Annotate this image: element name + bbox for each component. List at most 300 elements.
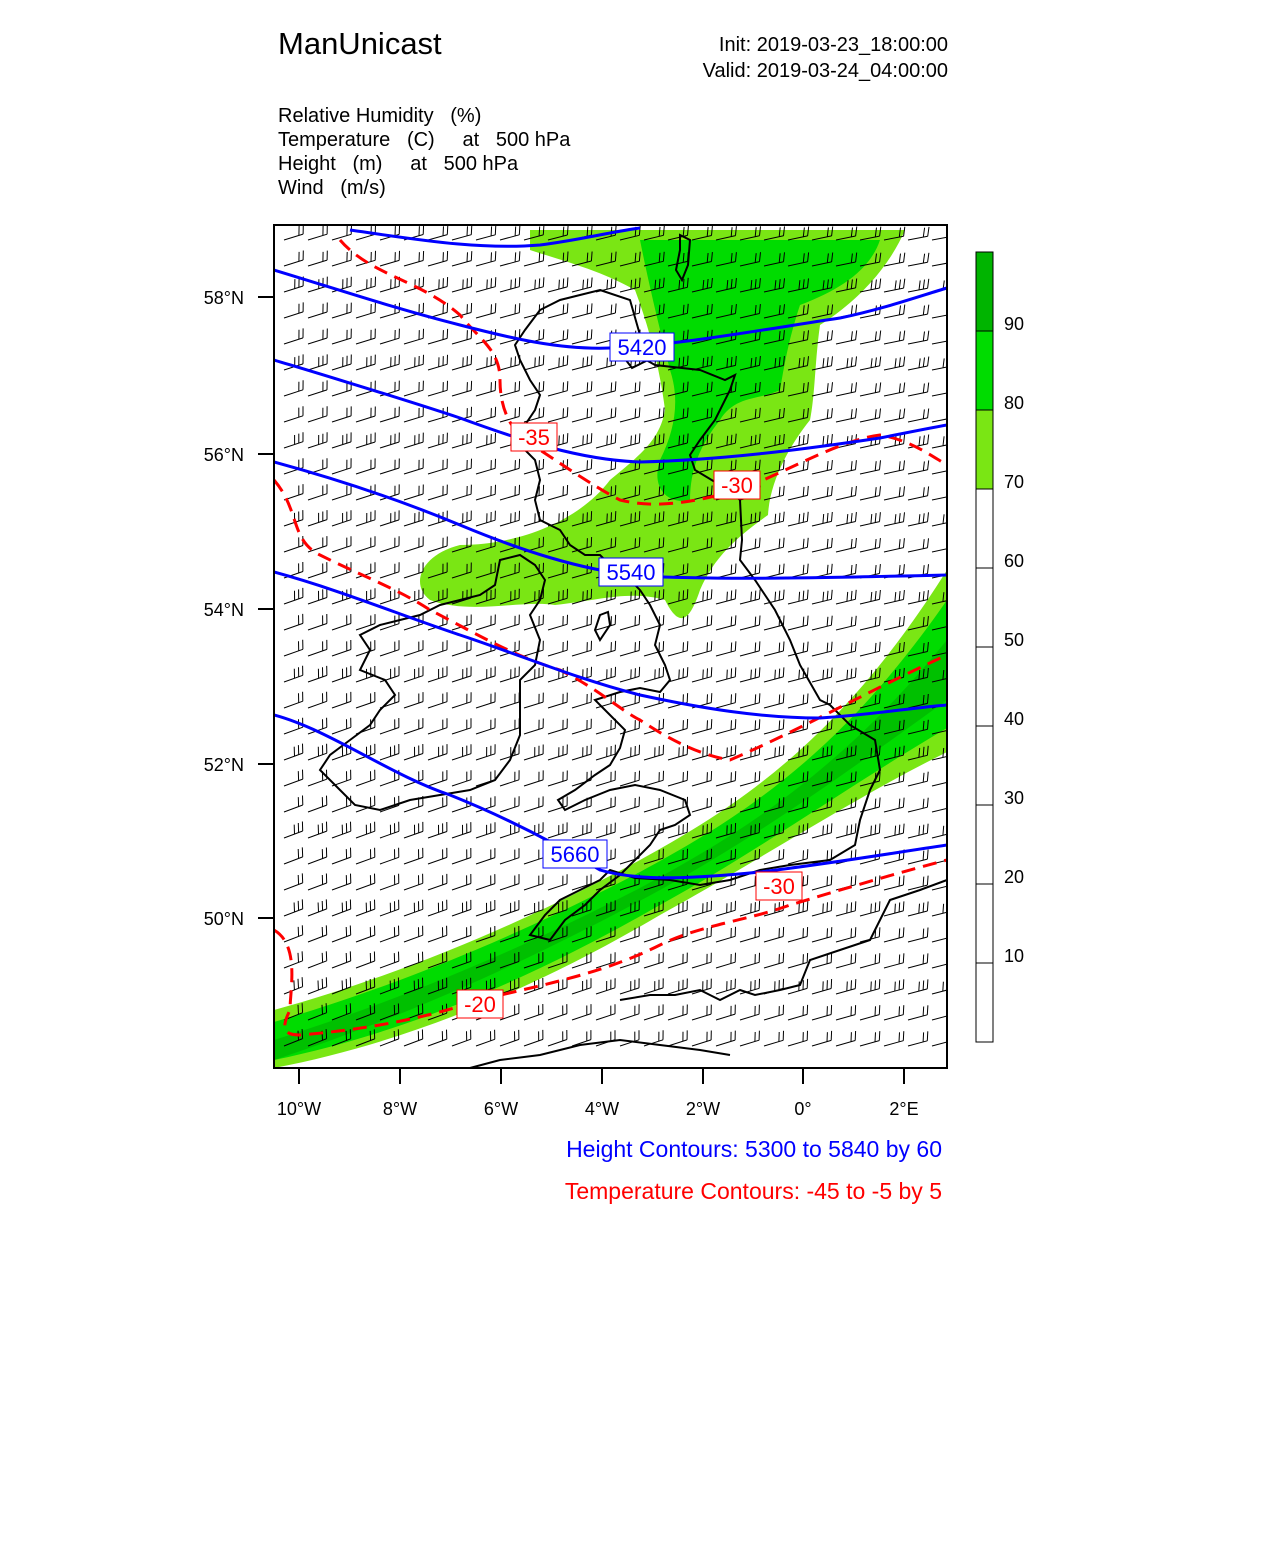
- wind-barb: [716, 901, 736, 916]
- wind-barb: [644, 927, 663, 943]
- wind-barb: [404, 485, 423, 501]
- wind-barb: [788, 1031, 808, 1046]
- wind-barb: [404, 251, 424, 266]
- wind-barb: [908, 772, 928, 786]
- wind-barb: [644, 771, 664, 786]
- wind-barb: [284, 536, 303, 552]
- wind-barb: [908, 331, 929, 344]
- wind-barb: [476, 277, 496, 292]
- init-time: Init: 2019-03-23_18:00:00: [718, 34, 948, 56]
- wind-barb: [380, 329, 399, 344]
- wind-barb: [692, 1031, 711, 1047]
- wind-barb: [860, 1031, 880, 1046]
- wind-barb: [452, 329, 472, 344]
- wind-barb: [500, 277, 520, 292]
- colorbar-segment-below-70: [976, 489, 993, 1042]
- wind-barb: [476, 407, 496, 422]
- wind-barb: [284, 666, 303, 682]
- wind-barb: [284, 847, 303, 864]
- temperature-contours-note: Temperature Contours: -45 to -5 by 5: [564, 1178, 942, 1204]
- wind-barb: [452, 251, 472, 266]
- wind-barb: [908, 1005, 928, 1020]
- wind-barb: [308, 380, 327, 396]
- wind-barb: [932, 331, 953, 344]
- wind-barb: [812, 564, 832, 578]
- wind-barb: [740, 693, 760, 708]
- wind-barb: [596, 433, 616, 448]
- wind-barb: [620, 382, 640, 397]
- colorbar-label-10: 10: [1004, 946, 1025, 966]
- wind-barb: [332, 406, 351, 422]
- valid-time: Valid: 2019-03-24_04:00:00: [702, 60, 948, 82]
- wind-barb: [452, 381, 472, 396]
- wind-barb: [548, 693, 567, 708]
- wind-barb: [380, 536, 399, 552]
- lon-label-8w: 8°W: [382, 1099, 418, 1119]
- wind-barb: [740, 667, 760, 682]
- colorbar-label-60: 60: [1004, 551, 1025, 571]
- wind-barb: [380, 874, 399, 890]
- wind-barb: [812, 616, 832, 630]
- colorbar-segment-70-80: [976, 410, 993, 489]
- wind-barb: [884, 979, 904, 994]
- wind-barb: [308, 899, 327, 916]
- wind-barb: [380, 952, 399, 968]
- wind-barb: [692, 719, 712, 734]
- wind-barb: [788, 1005, 808, 1020]
- colorbar-label-70: 70: [1004, 472, 1025, 492]
- wind-barb: [284, 251, 303, 267]
- wind-barb: [284, 822, 303, 839]
- wind-barb: [476, 381, 496, 396]
- wind-barb: [908, 512, 929, 526]
- wind-barb: [860, 382, 881, 396]
- wind-barb: [716, 979, 735, 994]
- height-label-5420: 5420: [617, 335, 667, 360]
- wind-barb: [524, 848, 543, 864]
- wind-barb: [836, 616, 856, 630]
- wind-barb: [356, 536, 375, 552]
- wind-barb: [452, 822, 471, 838]
- wind-barb: [572, 615, 592, 630]
- wind-barb: [380, 251, 400, 266]
- wind-barb: [860, 331, 881, 345]
- wind-barb: [356, 303, 375, 318]
- colorbar: [976, 252, 1024, 1042]
- wind-barb: [860, 616, 880, 630]
- wind-barb: [596, 719, 616, 734]
- wind-barb: [716, 667, 736, 682]
- wind-barb: [356, 329, 375, 344]
- wind-barb: [524, 381, 544, 396]
- wind-barb: [356, 822, 375, 838]
- wind-barb: [572, 693, 591, 708]
- wind-barb: [716, 953, 736, 968]
- wind-barb: [668, 615, 688, 630]
- wind-barb: [428, 822, 447, 838]
- wind-barb: [380, 433, 399, 449]
- wind-barb: [860, 408, 881, 422]
- wind-barb: [500, 355, 520, 370]
- wind-barb: [788, 538, 808, 552]
- wind-barb: [548, 329, 568, 344]
- wind-barb: [812, 486, 832, 500]
- wind-barb: [404, 666, 423, 682]
- wind-barb: [452, 848, 471, 864]
- height-label-5660: 5660: [550, 842, 600, 867]
- wind-barb: [740, 641, 760, 656]
- wind-barb: [500, 667, 519, 683]
- wind-barb: [860, 357, 881, 371]
- wind-barb: [740, 590, 760, 605]
- wind-barb: [860, 1005, 880, 1020]
- wind-barb: [284, 432, 303, 448]
- wind-barb: [884, 927, 904, 942]
- wind-barb: [884, 616, 904, 630]
- wind-barb: [332, 329, 351, 344]
- wind-barb: [284, 484, 303, 500]
- wind-barb: [500, 848, 519, 864]
- wind-barb: [692, 771, 712, 786]
- wind-barb: [836, 927, 856, 942]
- wind-barb: [620, 1004, 639, 1020]
- wind-barb: [548, 874, 567, 890]
- wind-barb: [740, 771, 760, 786]
- wind-barb: [620, 797, 639, 812]
- wind-barb: [332, 484, 351, 500]
- wind-barb: [284, 873, 303, 890]
- wind-barb: [764, 719, 784, 734]
- wind-barb: [860, 538, 880, 552]
- wind-barb: [548, 771, 567, 787]
- wind-barb: [932, 954, 952, 969]
- wind-barb: [308, 432, 327, 448]
- wind-barb: [308, 848, 327, 865]
- wind-barb: [452, 926, 471, 942]
- wind-barb: [764, 927, 784, 942]
- wind-barb: [356, 692, 375, 708]
- wind-barb: [500, 718, 519, 734]
- wind-barb: [476, 433, 496, 448]
- wind-barb: [332, 510, 351, 526]
- wind-barb: [932, 512, 953, 526]
- wind-barb: [644, 1004, 663, 1020]
- wind-barb: [404, 381, 423, 396]
- wind-barb: [884, 1005, 904, 1020]
- wind-barb: [284, 951, 303, 968]
- wind-barb: [860, 512, 880, 526]
- wind-barb: [308, 692, 327, 708]
- wind-barb: [644, 667, 664, 682]
- wind-barb: [428, 485, 447, 500]
- wind-barb: [284, 796, 303, 813]
- wind-barb: [380, 640, 399, 656]
- wind-barb: [284, 588, 303, 604]
- wind-barb: [740, 953, 760, 968]
- wind-barb: [572, 745, 591, 760]
- wind-barb: [332, 251, 351, 266]
- wind-barb: [452, 666, 471, 682]
- wind-barb: [836, 642, 856, 656]
- wind-barb: [476, 874, 495, 890]
- wind-barb: [476, 225, 496, 240]
- wind-barb: [476, 511, 495, 526]
- wind-barb: [476, 692, 495, 708]
- wind-barb: [428, 329, 448, 344]
- wind-barb: [380, 510, 399, 526]
- wind-barb: [524, 796, 543, 812]
- wind-barb: [644, 953, 663, 969]
- wind-barb: [524, 511, 544, 526]
- wind-barb: [332, 536, 351, 552]
- wind-barb: [884, 590, 904, 604]
- wind-barb: [308, 770, 327, 786]
- wind-barb: [548, 1030, 567, 1046]
- temp-label-minus-35: -35: [518, 425, 550, 450]
- wind-barb: [644, 641, 664, 656]
- wind-barb: [404, 640, 423, 656]
- wind-barb: [380, 900, 399, 916]
- wind-barb: [452, 277, 472, 292]
- wind-barb: [284, 899, 303, 916]
- wind-barb: [356, 407, 375, 423]
- wind-barb: [356, 510, 375, 526]
- wind-barb: [716, 771, 736, 786]
- wind-barb: [860, 901, 880, 916]
- wind-barb: [356, 355, 375, 370]
- wind-barb: [620, 433, 640, 448]
- wind-barb: [500, 225, 520, 240]
- colorbar-label-40: 40: [1004, 709, 1025, 729]
- wind-barb: [500, 693, 519, 709]
- wind-barb: [308, 951, 327, 968]
- wind-barb: [428, 666, 447, 682]
- colorbar-label-90: 90: [1004, 314, 1025, 334]
- wind-barb: [908, 590, 928, 604]
- wind-barb: [476, 822, 495, 838]
- wind-barb: [452, 1030, 471, 1046]
- lon-label-2e: 2°E: [889, 1099, 919, 1119]
- wind-barb: [308, 874, 327, 891]
- wind-barb: [932, 357, 953, 370]
- wind-barb: [332, 692, 351, 708]
- wind-barb: [908, 305, 929, 318]
- wind-barb: [836, 668, 856, 682]
- wind-barb: [716, 641, 736, 656]
- wind-barb: [524, 693, 543, 708]
- wind-barb: [404, 692, 423, 708]
- wind-barb: [476, 900, 495, 916]
- wind-barb: [812, 642, 832, 656]
- wind-barb: [284, 510, 303, 526]
- height-contours-note: Height Contours: 5300 to 5840 by 60: [566, 1136, 942, 1162]
- wind-barb: [308, 640, 327, 656]
- wind-barb: [308, 354, 327, 370]
- wind-barb: [596, 407, 616, 422]
- wind-barb: [332, 874, 351, 890]
- wind-barb: [428, 796, 447, 812]
- wind-barb: [596, 381, 616, 396]
- wind-barb: [404, 822, 423, 838]
- wind-barb: [284, 614, 303, 630]
- wind-barb: [884, 1031, 904, 1046]
- wind-barb: [908, 279, 929, 292]
- wind-barb: [332, 640, 351, 656]
- wind-barb: [356, 926, 375, 942]
- wind-barb: [548, 1004, 567, 1020]
- wind-barb: [596, 641, 616, 656]
- wind-barb: [332, 718, 351, 734]
- wind-barb: [692, 615, 712, 630]
- wind-barb: [620, 745, 640, 760]
- wind-barb: [620, 641, 640, 656]
- wind-barb: [572, 485, 592, 500]
- wind-barb: [476, 744, 495, 760]
- wind-barb: [884, 538, 904, 552]
- wind-barb: [572, 978, 591, 994]
- wind-barb: [572, 433, 592, 448]
- wind-barb: [812, 1031, 832, 1046]
- wind-barb: [284, 770, 303, 786]
- wind-barb: [380, 588, 399, 604]
- wind-barb: [620, 667, 640, 682]
- wind-barb: [644, 408, 664, 423]
- wind-barb: [332, 900, 351, 917]
- wind-barb: [284, 302, 303, 318]
- colorbar-segment-above-90: [976, 252, 993, 331]
- wind-barb: [428, 381, 448, 396]
- wind-barb: [860, 824, 880, 839]
- wind-barb: [620, 823, 639, 838]
- wind-barb: [932, 383, 953, 396]
- colorbar-label-80: 80: [1004, 393, 1025, 413]
- wind-barb: [572, 407, 592, 422]
- wind-barb: [284, 977, 303, 994]
- wind-barb: [524, 355, 544, 370]
- wind-barb: [428, 692, 447, 708]
- wind-barb: [548, 719, 567, 734]
- wind-barb: [524, 459, 544, 474]
- wind-barb: [668, 979, 687, 995]
- wind-barb: [764, 667, 784, 682]
- temp-label-minus-20: -20: [464, 992, 496, 1017]
- wind-barb: [812, 668, 832, 682]
- wind-barb: [332, 848, 351, 864]
- wind-barb: [404, 562, 423, 578]
- wind-barb: [836, 590, 856, 604]
- wind-barb: [908, 902, 928, 917]
- lon-label-2w: 2°W: [685, 1099, 721, 1119]
- wind-barb: [332, 225, 352, 240]
- wind-barb: [932, 538, 953, 552]
- wind-barb: [284, 328, 303, 344]
- wind-barb: [572, 771, 591, 786]
- wind-barb: [404, 536, 423, 552]
- wind-barb: [308, 251, 327, 266]
- wind-barb: [356, 796, 375, 812]
- colorbar-segment-80-90: [976, 331, 993, 410]
- wind-barb: [476, 303, 496, 318]
- wind-barb: [620, 1030, 639, 1046]
- wind-barb: [500, 303, 520, 318]
- wind-barb: [308, 562, 327, 578]
- wind-barb: [572, 459, 592, 474]
- wind-barb: [668, 771, 688, 786]
- wind-barb: [884, 953, 904, 968]
- wind-barb: [692, 797, 712, 812]
- wind-barb: [932, 1031, 952, 1046]
- wind-barb: [452, 485, 471, 500]
- wind-barb: [692, 953, 711, 968]
- wind-barb: [500, 251, 520, 266]
- wind-barb: [404, 407, 423, 422]
- wind-barb: [428, 718, 447, 734]
- wind-barb: [308, 225, 327, 240]
- wind-barb: [764, 642, 784, 657]
- wind-barb: [932, 772, 952, 786]
- wind-barb: [476, 355, 496, 370]
- wind-barb: [716, 927, 736, 942]
- wind-barb: [932, 435, 953, 448]
- wind-barb: [788, 564, 808, 578]
- wind-barb: [452, 874, 471, 890]
- wind-barb: [668, 641, 688, 656]
- wind-barb: [716, 693, 736, 708]
- wind-barb: [332, 355, 351, 371]
- wind-barb: [692, 901, 712, 916]
- wind-barb: [308, 744, 327, 760]
- wind-barb: [692, 745, 712, 760]
- wind-barb: [428, 848, 447, 864]
- wind-barb: [764, 564, 784, 578]
- wind-barb: [596, 304, 616, 319]
- wind-barb: [836, 953, 856, 968]
- wind-barb: [884, 460, 905, 474]
- wind-barb: [716, 1005, 735, 1020]
- wind-barb: [308, 303, 327, 319]
- wind-barb: [428, 537, 447, 553]
- wind-barb: [620, 771, 640, 786]
- wind-barb: [668, 1030, 687, 1046]
- wind-barb: [524, 1030, 543, 1046]
- wind-barb: [596, 823, 615, 838]
- chart-title: ManUnicast: [278, 26, 442, 61]
- wind-barb: [788, 927, 808, 942]
- wind-barb: [524, 1004, 543, 1020]
- wind-barb: [692, 667, 712, 682]
- wind-barb: [860, 979, 880, 994]
- wind-barb: [884, 383, 905, 397]
- wind-barb: [884, 512, 905, 526]
- wind-barb: [836, 356, 857, 370]
- wind-barb: [908, 538, 929, 552]
- wind-barb: [836, 330, 857, 344]
- wind-barb: [860, 590, 880, 604]
- lat-label-54n: 54°N: [203, 600, 244, 620]
- wind-barb: [908, 227, 929, 240]
- wind-barb: [932, 227, 953, 240]
- wind-barb: [788, 486, 808, 500]
- wind-barb: [428, 900, 447, 916]
- temp-label-minus-30b: -30: [763, 874, 795, 899]
- wind-barb: [428, 744, 447, 760]
- wind-barb: [284, 225, 303, 240]
- wind-barb: [836, 1031, 856, 1046]
- wind-barb: [548, 822, 567, 838]
- wind-barb: [596, 745, 615, 760]
- wind-barb: [380, 407, 399, 422]
- wind-barb: [572, 1004, 591, 1020]
